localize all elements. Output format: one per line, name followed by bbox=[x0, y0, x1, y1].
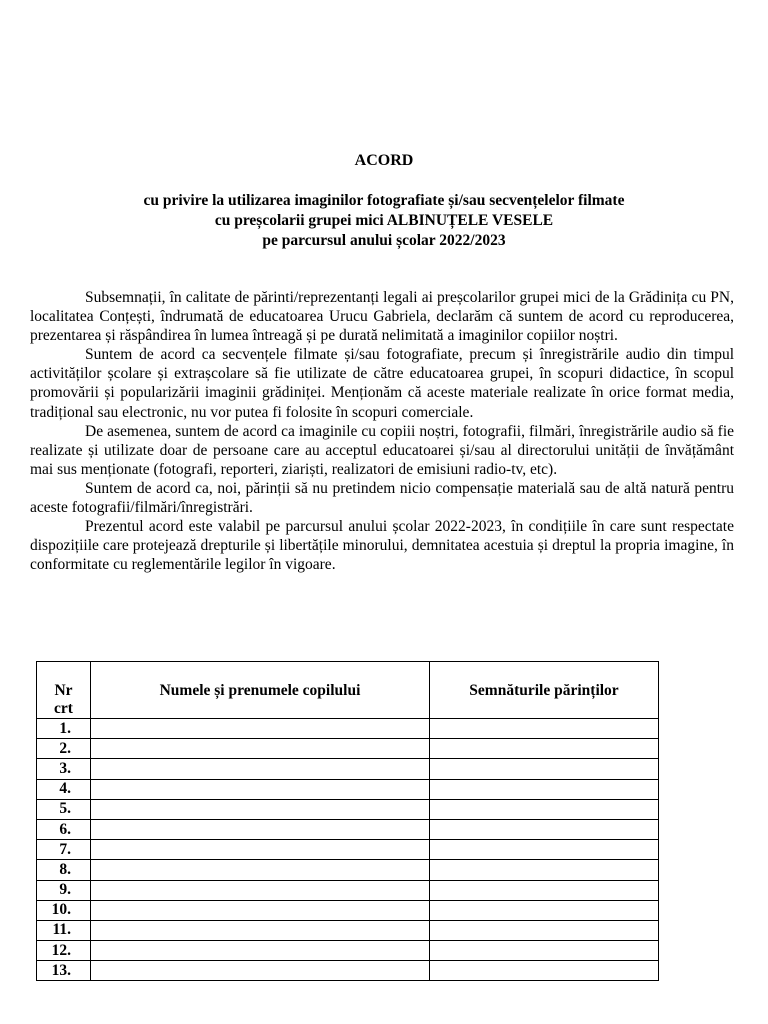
row-number: 10. bbox=[37, 900, 91, 920]
table-row bbox=[37, 799, 659, 819]
table-row bbox=[37, 759, 659, 779]
header-nr-crt bbox=[37, 662, 91, 719]
paragraph-1: Subsemnații, în calitate de părinti/reprezentanți legali ai preșcolarilor grupei mici de la Grădinița cu PN, localitatea Conțești, îndrumată de educatoarea Urucu Gabriela, declarăm că suntem de acord cu reproducerea, prezentarea și răspândirea în lumea întreagă și pe durată nelimitată a imaginilor copiilor noștri. bbox=[30, 289, 734, 345]
child-name-cell[interactable] bbox=[91, 920, 430, 940]
parent-signature-cell[interactable] bbox=[430, 739, 659, 759]
parent-signature-cell[interactable] bbox=[430, 719, 659, 739]
child-name-cell[interactable] bbox=[91, 961, 430, 981]
child-name-cell[interactable] bbox=[91, 819, 430, 839]
table-row bbox=[37, 941, 659, 961]
parent-signature-cell[interactable] bbox=[430, 961, 659, 981]
child-name-cell[interactable] bbox=[91, 739, 430, 759]
child-name-cell[interactable] bbox=[91, 900, 430, 920]
child-name-cell[interactable] bbox=[91, 880, 430, 900]
row-number: 6. bbox=[37, 819, 91, 839]
parent-signature-cell[interactable] bbox=[430, 880, 659, 900]
header-parent-signatures: Semnăturile părinților bbox=[430, 662, 659, 719]
paragraph-4: Suntem de acord ca, noi, părinții să nu pretindem nicio compensație materială sau de altă natură pentru aceste fotografii/filmări/înregistrări. bbox=[30, 479, 734, 517]
table-row bbox=[37, 900, 659, 920]
table-body bbox=[37, 719, 659, 981]
row-number: 7. bbox=[37, 840, 91, 860]
row-number: 11. bbox=[37, 920, 91, 940]
parent-signature-cell[interactable] bbox=[430, 819, 659, 839]
document-subtitle bbox=[0, 191, 768, 251]
row-number: 5. bbox=[37, 799, 91, 819]
table-row bbox=[37, 779, 659, 799]
row-number: 1. bbox=[37, 719, 91, 739]
parent-signature-cell[interactable] bbox=[430, 860, 659, 880]
row-number: 12. bbox=[37, 941, 91, 961]
row-number: 3. bbox=[37, 759, 91, 779]
table-row bbox=[37, 860, 659, 880]
header-child-name: Numele și prenumele copilului bbox=[91, 662, 430, 719]
table-row bbox=[37, 961, 659, 981]
subtitle-line-3: pe parcursul anului școlar 2022/2023 bbox=[262, 232, 506, 249]
parent-signature-cell[interactable] bbox=[430, 941, 659, 961]
child-name-cell[interactable] bbox=[91, 759, 430, 779]
subtitle-line-2: cu preșcolarii grupei mici ALBINUȚELE VESELE bbox=[214, 212, 554, 229]
table-row bbox=[37, 739, 659, 759]
table-row bbox=[37, 920, 659, 940]
signature-table bbox=[36, 661, 659, 981]
child-name-cell[interactable] bbox=[91, 779, 430, 799]
parent-signature-cell[interactable] bbox=[430, 920, 659, 940]
header-nr: Nr bbox=[54, 682, 73, 699]
child-name-cell[interactable] bbox=[91, 840, 430, 860]
table-row bbox=[37, 719, 659, 739]
parent-signature-cell[interactable] bbox=[430, 840, 659, 860]
child-name-cell[interactable] bbox=[91, 860, 430, 880]
child-name-cell[interactable] bbox=[91, 799, 430, 819]
agreement-body bbox=[30, 288, 734, 574]
parent-signature-cell[interactable] bbox=[430, 779, 659, 799]
table-row bbox=[37, 819, 659, 839]
signature-table-container bbox=[36, 661, 658, 981]
parent-signature-cell[interactable] bbox=[430, 900, 659, 920]
row-number: 13. bbox=[37, 961, 91, 981]
header-crt: crt bbox=[54, 700, 73, 717]
child-name-cell[interactable] bbox=[91, 719, 430, 739]
document-title: ACORD bbox=[354, 152, 414, 169]
parent-signature-cell[interactable] bbox=[430, 799, 659, 819]
row-number: 9. bbox=[37, 880, 91, 900]
row-number: 8. bbox=[37, 860, 91, 880]
table-row bbox=[37, 880, 659, 900]
paragraph-3: De asemenea, suntem de acord ca imaginile cu copiii noștri, fotografii, filmări, înregistrările audio să fie realizate și utilizate doar de persoane care au acceptul educatoarei și/sau al directorului unității de învățământ mai sus menționate (fotografi, reporteri, ziariști, realizatori de emisiuni radio-tv, etc). bbox=[30, 422, 734, 478]
paragraph-2: Suntem de acord ca secvențele filmate și/sau fotografiate, precum și înregistrările audio din timpul activităților școlare și extrașcolare să fie utilizate de către educatoarea grupei, în scopuri didactice, în scopul promovării și popularizării imaginii grădiniței. Menționăm că aceste materiale realizate în orice format media, tradițional sau electronic, nu vor putea fi folosite în scopuri comerciale. bbox=[30, 346, 734, 421]
paragraph-5: Prezentul acord este valabil pe parcursul anului școlar 2022-2023, în condițiile în care sunt respectate dispozițiile care protejează drepturile și libertățile minorului, demnitatea acestuia și dreptul la propria imagine, în conformitate cu reglementările legilor în vigoare. bbox=[30, 518, 734, 574]
subtitle-line-1: cu privire la utilizarea imaginilor fotografiate și/sau secvențelelor filmate bbox=[143, 192, 625, 209]
row-number: 4. bbox=[37, 779, 91, 799]
table-header-row bbox=[37, 662, 659, 719]
parent-signature-cell[interactable] bbox=[430, 759, 659, 779]
row-number: 2. bbox=[37, 739, 91, 759]
table-row bbox=[37, 840, 659, 860]
child-name-cell[interactable] bbox=[91, 941, 430, 961]
